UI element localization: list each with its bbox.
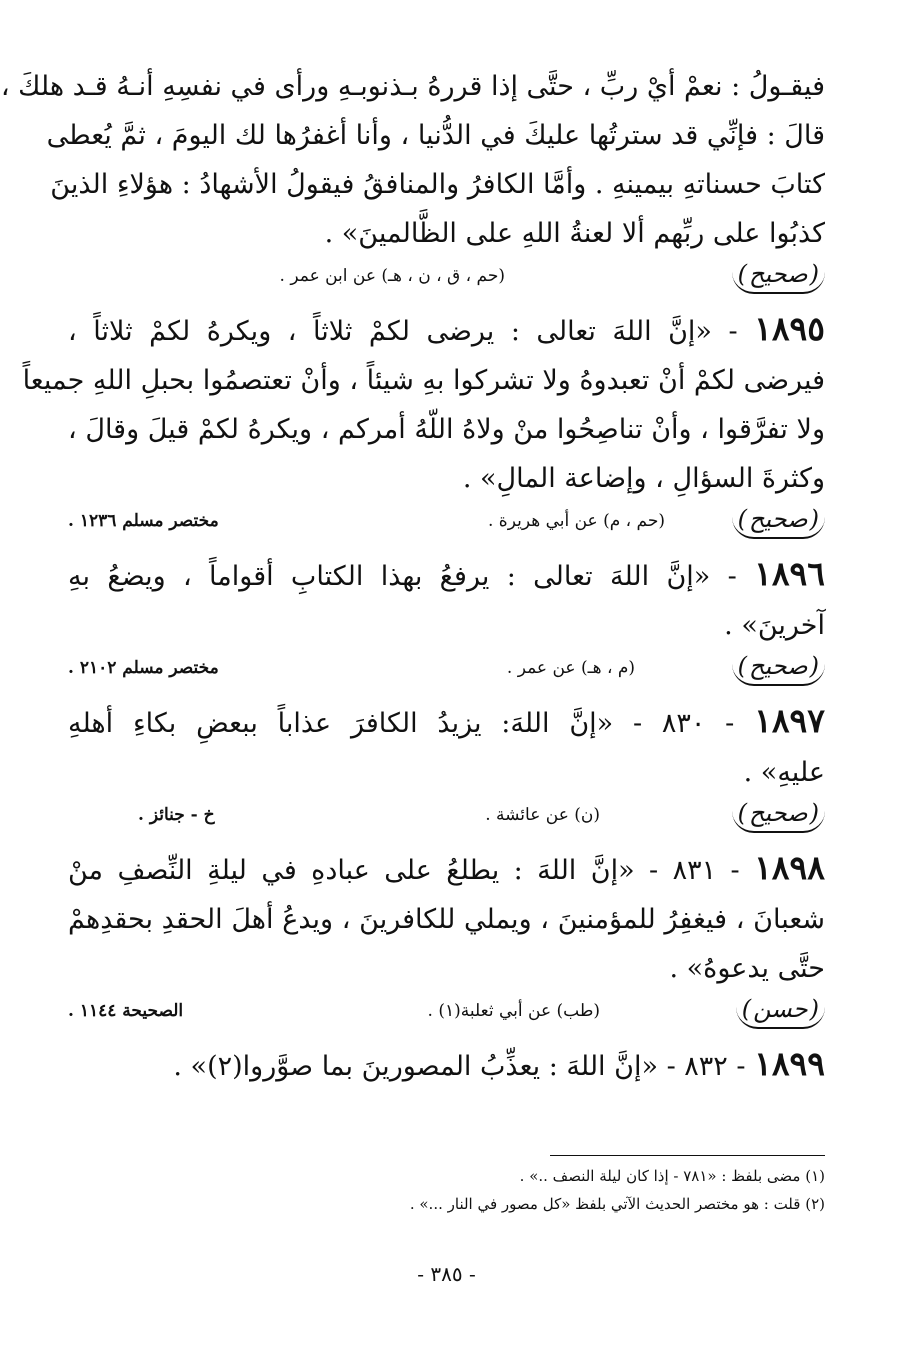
hadith-1899	[68, 1039, 825, 1091]
text-line: فيقـولُ : نعمْ أيْ ربِّ ، حتَّى إذا قررهُ بـذنوبـهِ ورأى في نفسِهِ أنـهُ قـد هلكَ ،	[0, 71, 825, 102]
hadith-number: ١٨٩٦	[754, 554, 825, 593]
hadith-source: (م ، هـ) عن عمر .	[506, 658, 635, 678]
text-line	[68, 696, 825, 748]
hadith-1897	[68, 696, 825, 797]
hadith-source: (طب) عن أبي ثعلبة(١) .	[427, 1001, 600, 1021]
text-line: شعبانَ ، فيغفِرُ للمؤمنينَ ، ويملي للكافرينَ ، ويدعُ أهلَ الحقدِ بحقدِهمْ	[68, 904, 825, 935]
text-line: فيرضى لكمْ أنْ تعبدوهُ ولا تشركوا بهِ شيئاً ، وأنْ تعتصمُوا بحبلِ اللهِ جميعاً	[22, 365, 825, 396]
footnote: (٢) قلت : هو مختصر الحديث الآتي بلفظ «كل مصور في النار ...» .	[409, 1195, 825, 1213]
hadith-source: (حم ، ق ، ن ، هـ) عن ابن عمر .	[279, 266, 505, 286]
hadith-reference: مختصر مسلم ٢١٠٢ .	[68, 658, 219, 678]
grading-row	[68, 650, 825, 696]
hadith-number: ١٨٩٧	[754, 701, 825, 740]
hadith-text: - ٨٣٠ - «إنَّ اللهَ: يزيدُ الكافرَ عذاباً ببعضِ بكاءِ أهلهِ	[68, 708, 755, 739]
hadith-source: (حم ، م) عن أبي هريرة .	[488, 511, 665, 531]
hadith-1895	[22, 304, 825, 503]
grading-row	[68, 258, 825, 304]
grading-row	[68, 797, 825, 843]
text-line: حتَّى يدعوهُ» .	[669, 953, 825, 984]
text-line: كذبُوا على ربِّهم ألا لعنةُ اللهِ على الظَّالمينَ» .	[324, 218, 825, 249]
text-line: آخرينَ» .	[724, 610, 825, 641]
hadith-number: ١٨٩٩	[754, 1044, 825, 1083]
text-line: ولا تفرَّقوا ، وأنْ تناصِحُوا منْ ولاهُ اللّهُ أمركم ، ويكرهُ لكمْ قيلَ وقالَ ،	[68, 414, 825, 445]
grade-label: ( صحيح )	[732, 799, 825, 833]
paragraph-continuation	[0, 62, 825, 258]
grade-label: ( صحيح )	[732, 260, 825, 294]
grade-label: ( صحيح )	[732, 652, 825, 686]
hadith-reference: خ - جنائز .	[138, 805, 215, 825]
text-line: وكثرةَ السؤالِ ، وإضاعة المالِ» .	[462, 463, 825, 494]
text-line	[68, 1039, 825, 1091]
grading-row	[68, 503, 825, 549]
text-line: كتابَ حسناتهِ بيمينهِ . وأمَّا الكافرُ والمنافقُ فيقولُ الأشهادُ : هؤلاءِ الذينَ	[50, 169, 825, 200]
hadith-source: (ن) عن عائشة .	[485, 805, 600, 825]
hadith-1896	[68, 549, 825, 650]
grading-row	[68, 993, 825, 1039]
text-line: قالَ : فإنِّي قد سترتُها عليكَ في الدُّنيا ، وأنا أغفرُها لك اليومَ ، ثمَّ يُعطى	[46, 120, 825, 151]
hadith-reference: الصحيحة ١١٤٤ .	[68, 1001, 184, 1021]
page-number: - ٣٨٥ -	[417, 1262, 476, 1286]
hadith-reference: مختصر مسلم ١٢٣٦ .	[68, 511, 219, 531]
text-line	[68, 549, 825, 601]
hadith-number: ١٨٩٥	[754, 309, 825, 348]
text-line	[68, 304, 825, 356]
hadith-number: ١٨٩٨	[754, 848, 825, 887]
text-line	[68, 843, 825, 895]
hadith-1898	[68, 843, 825, 993]
hadith-text: - «إنَّ اللهَ تعالى : يرضى لكمْ ثلاثاً ، ويكرهُ لكمْ ثلاثاً ،	[68, 316, 755, 347]
hadith-text: - ٨٣١ - «إنَّ اللهَ : يطلعُ على عبادهِ في ليلةِ النِّصفِ منْ	[68, 855, 755, 886]
footnote: (١) مضى بلفظ : «٧٨١ - إذا كان ليلة النصف ..» .	[519, 1167, 825, 1185]
footnote-divider	[550, 1155, 825, 1156]
text-line: عليهِ» .	[743, 757, 825, 788]
grade-label: ( صحيح )	[732, 505, 825, 539]
hadith-text: - «إنَّ اللهَ تعالى : يرفعُ بهذا الكتابِ أقواماً ، ويضعُ بهِ	[68, 561, 755, 592]
grade-label: ( حسن )	[736, 995, 825, 1029]
page	[0, 62, 825, 1368]
hadith-text: - ٨٣٢ - «إنَّ اللهَ : يعذِّبُ المصورينَ بما صوَّروا(٢)» .	[173, 1051, 755, 1082]
